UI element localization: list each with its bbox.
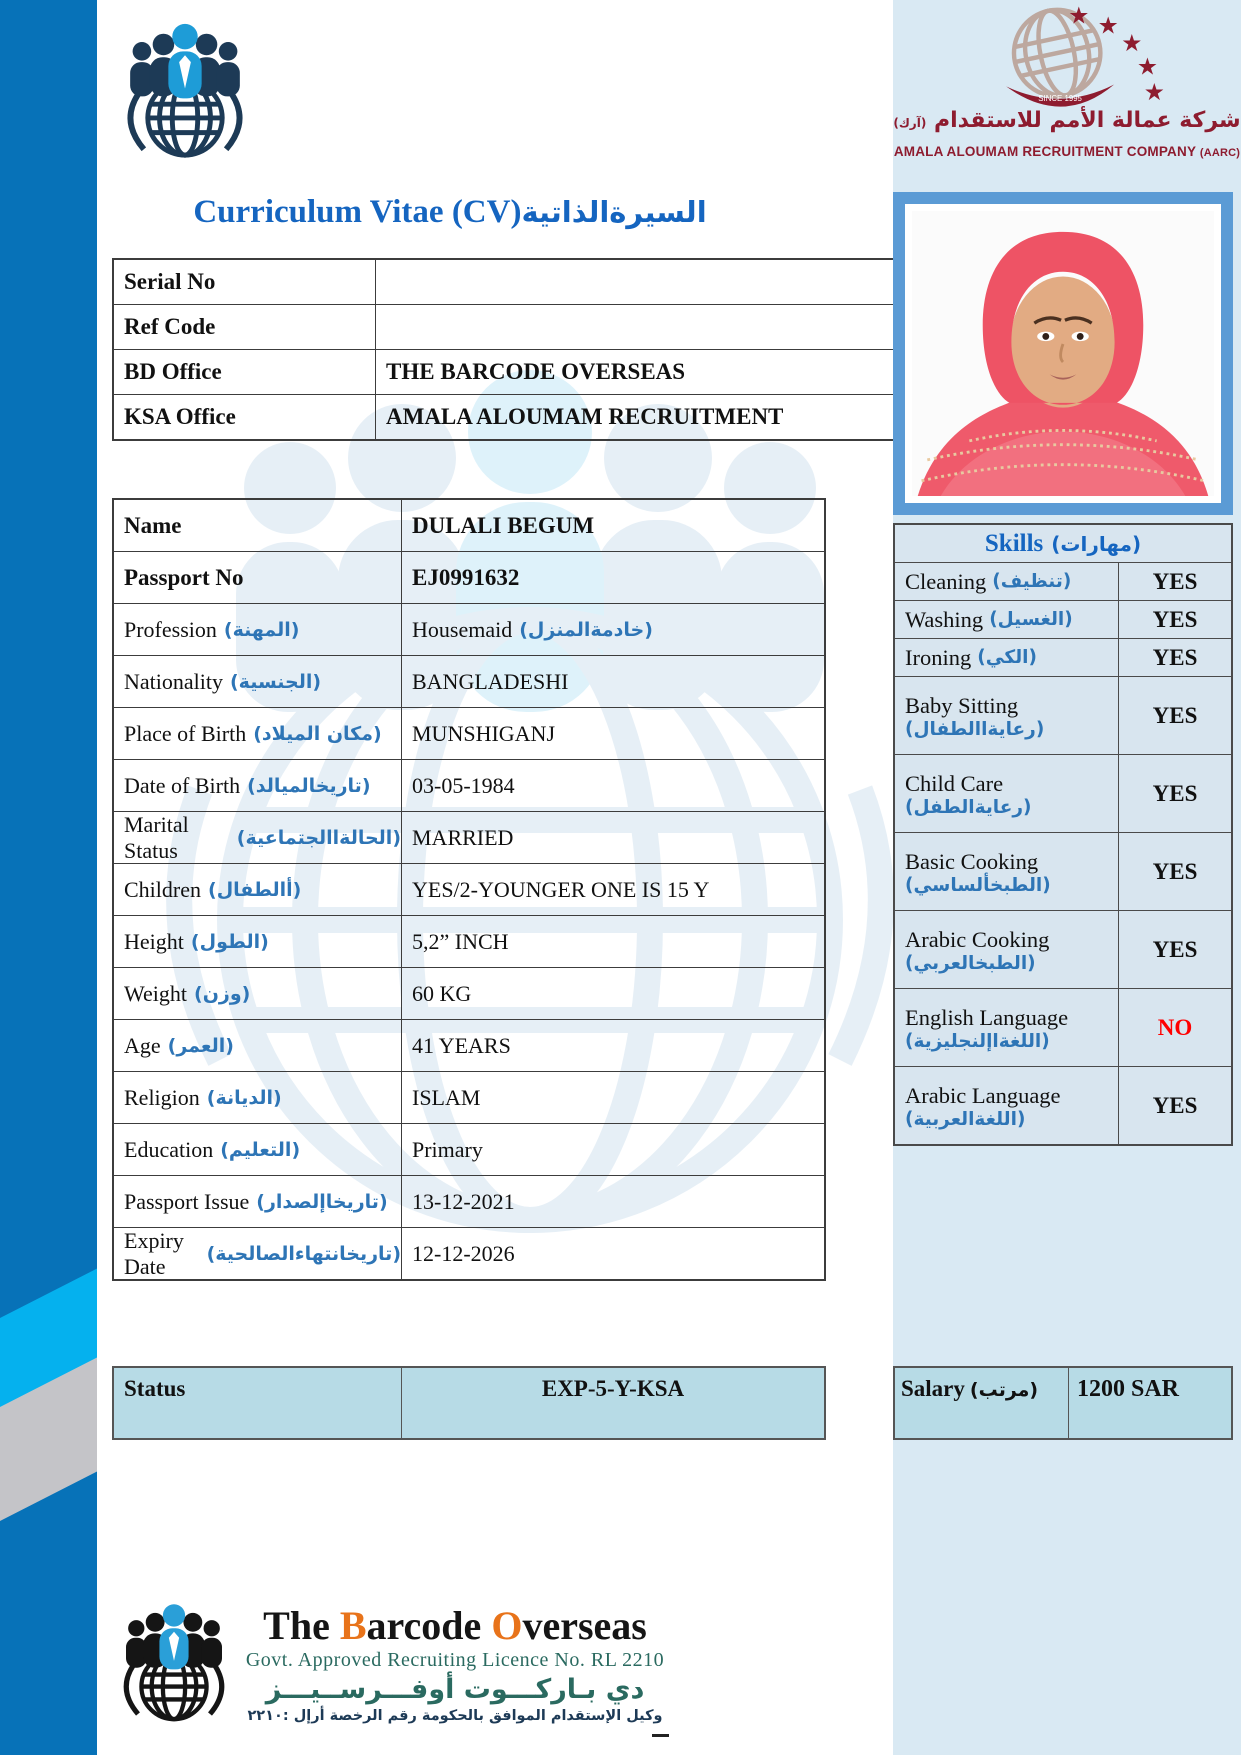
skill-en: Arabic Cooking bbox=[905, 927, 1050, 952]
row-value bbox=[402, 968, 824, 1019]
row-value bbox=[402, 604, 824, 655]
skill-value: NO bbox=[1157, 1014, 1193, 1040]
brand-part: arcode bbox=[366, 1603, 492, 1648]
row-label bbox=[114, 812, 402, 863]
row-label bbox=[114, 1176, 402, 1227]
aarc-globe-logo-icon bbox=[959, 2, 1175, 110]
value-en: MARRIED bbox=[412, 824, 514, 850]
company-name-english bbox=[893, 144, 1241, 159]
value-ar: (خادمةالمنزل) bbox=[519, 618, 653, 641]
row-value bbox=[402, 1020, 824, 1071]
skill-value: YES bbox=[1152, 606, 1198, 632]
label-en: Education bbox=[124, 1136, 214, 1162]
brand-part: O bbox=[491, 1603, 523, 1648]
row-label bbox=[114, 1072, 402, 1123]
skill-en: Basic Cooking bbox=[905, 849, 1039, 874]
value-en: MUNSHIGANJ bbox=[412, 720, 556, 746]
row-label bbox=[114, 864, 402, 915]
star-icon: ★ bbox=[1136, 52, 1159, 81]
row-label bbox=[114, 760, 402, 811]
row-value bbox=[402, 708, 824, 759]
table-row bbox=[114, 1071, 824, 1123]
skill-row bbox=[895, 638, 1231, 676]
skill-row bbox=[895, 562, 1231, 600]
skill-en: Baby Sitting bbox=[905, 693, 1019, 718]
row-label bbox=[114, 968, 402, 1019]
skill-name bbox=[895, 833, 1119, 910]
star-icon: ★ bbox=[1068, 2, 1090, 30]
salary-label-en: Salary bbox=[901, 1376, 965, 1401]
table-row bbox=[114, 811, 824, 863]
value-en: EJ0991632 bbox=[412, 564, 520, 590]
skill-name bbox=[895, 601, 1119, 638]
row-label: KSA Office bbox=[114, 395, 376, 439]
table-row bbox=[114, 394, 900, 439]
row-label: Ref Code bbox=[114, 305, 376, 349]
skill-row bbox=[895, 754, 1231, 832]
label-en: Profession bbox=[124, 616, 217, 642]
table-row bbox=[114, 603, 824, 655]
value-en: 13-12-2021 bbox=[412, 1188, 515, 1214]
skill-en: Washing bbox=[905, 606, 984, 632]
row-value bbox=[402, 500, 824, 551]
star-icon: ★ bbox=[1121, 29, 1143, 58]
label-ar: (التعليم) bbox=[220, 1138, 301, 1161]
row-label bbox=[114, 916, 402, 967]
page-mark bbox=[652, 1734, 669, 1737]
value-en: 12-12-2026 bbox=[412, 1240, 515, 1266]
skill-name bbox=[895, 989, 1119, 1066]
skill-name bbox=[895, 1067, 1119, 1144]
row-label bbox=[114, 656, 402, 707]
skill-ar: (الطبخألساسي) bbox=[905, 875, 1051, 896]
label-ar: (الحالةاالجتماعية) bbox=[236, 826, 401, 849]
salary-table bbox=[893, 1366, 1233, 1440]
skill-ar: (رعايةالطفل) bbox=[905, 797, 1032, 818]
table-row bbox=[114, 551, 824, 603]
skill-ar: (الكي) bbox=[977, 647, 1037, 668]
people-globe-logo-icon bbox=[116, 20, 254, 162]
label-ar: (تاريخاإلصدار) bbox=[256, 1190, 388, 1213]
skill-row bbox=[895, 676, 1231, 754]
label-ar: (وزن) bbox=[194, 982, 251, 1005]
skill-row bbox=[895, 1066, 1231, 1144]
table-row bbox=[114, 500, 824, 551]
bio-data-table bbox=[112, 498, 826, 1281]
company-abbr-ar: (آرك) bbox=[893, 116, 927, 130]
row-label bbox=[114, 552, 402, 603]
row-value bbox=[402, 812, 824, 863]
skill-en: English Language bbox=[905, 1005, 1069, 1030]
label-ar: (تاريخانتهاءالصالحية) bbox=[206, 1242, 401, 1265]
row-value bbox=[402, 1072, 824, 1123]
label-en: Name bbox=[124, 512, 182, 538]
label-ar: (أالطفال) bbox=[208, 878, 302, 901]
label-en: Passport No bbox=[124, 564, 244, 590]
label-ar: (تاريخالميالد) bbox=[247, 774, 371, 797]
company-abbr-en: (AARC) bbox=[1199, 147, 1241, 159]
row-label bbox=[114, 1020, 402, 1071]
value-en: Primary bbox=[412, 1136, 483, 1162]
left-accent-bar bbox=[0, 0, 97, 1755]
row-label bbox=[114, 500, 402, 551]
salary-label bbox=[895, 1368, 1069, 1438]
star-icon: ★ bbox=[1097, 11, 1119, 40]
value-en: DULALI BEGUM bbox=[412, 512, 595, 538]
skill-row bbox=[895, 832, 1231, 910]
page-title-ar: السيرةالذاتية bbox=[521, 195, 707, 229]
brand-part: verseas bbox=[522, 1603, 647, 1648]
brand-part: The bbox=[263, 1603, 340, 1648]
table-row bbox=[114, 260, 900, 304]
skill-ar: (الغسيل) bbox=[989, 609, 1073, 630]
value-en: YES/2-YOUNGER ONE IS 15 Y bbox=[412, 876, 710, 902]
salary-label-ar: (مرتب) bbox=[969, 1379, 1039, 1401]
barcode-overseas-logo-icon bbox=[114, 1598, 234, 1728]
table-row bbox=[114, 915, 824, 967]
label-en: Place of Birth bbox=[124, 720, 247, 746]
table-row bbox=[114, 863, 824, 915]
skill-value: YES bbox=[1152, 1092, 1198, 1118]
value-en: 41 YEARS bbox=[412, 1032, 511, 1058]
row-value bbox=[376, 260, 900, 304]
company-name-ar-text: شركة عمالة الأمم للاستقدام bbox=[934, 108, 1241, 133]
row-value bbox=[402, 1228, 824, 1279]
skill-name bbox=[895, 677, 1119, 754]
label-en: Religion bbox=[124, 1084, 200, 1110]
skill-en: Arabic Language bbox=[905, 1083, 1061, 1108]
company-name-arabic bbox=[893, 108, 1241, 133]
value-en: BANGLADESHI bbox=[412, 668, 569, 694]
label-ar: (العمر) bbox=[167, 1034, 234, 1057]
candidate-photo-frame bbox=[893, 192, 1233, 515]
value-en: 60 KG bbox=[412, 980, 472, 1006]
label-en: Expiry Date bbox=[124, 1227, 184, 1279]
label-ar: (الجنسية) bbox=[229, 670, 322, 693]
skill-row bbox=[895, 910, 1231, 988]
skill-value: YES bbox=[1152, 568, 1198, 594]
candidate-photo bbox=[905, 204, 1221, 503]
status-table bbox=[112, 1366, 826, 1440]
row-value bbox=[402, 916, 824, 967]
skill-ar: (تنظيف) bbox=[992, 571, 1072, 592]
label-ar: (المهنة) bbox=[223, 618, 300, 641]
row-value: THE BARCODE OVERSEAS bbox=[386, 359, 686, 384]
skill-name bbox=[895, 639, 1119, 676]
status-value: EXP-5-Y-KSA bbox=[541, 1376, 685, 1401]
table-row bbox=[114, 655, 824, 707]
row-value bbox=[402, 552, 824, 603]
skill-value: YES bbox=[1152, 780, 1198, 806]
brand-name-arabic: دي بـاركـــوت أوفـــرســيـــز bbox=[265, 1674, 645, 1705]
skill-en: Child Care bbox=[905, 771, 1004, 796]
table-row bbox=[114, 304, 900, 349]
skill-en: Cleaning bbox=[905, 568, 987, 594]
page-title-en: Curriculum Vitae (CV) bbox=[193, 194, 522, 230]
skill-name bbox=[895, 563, 1119, 600]
since-text: SINCE 1995 bbox=[1038, 94, 1082, 104]
row-value bbox=[376, 305, 900, 349]
page-title bbox=[130, 194, 770, 231]
row-value bbox=[402, 864, 824, 915]
footer-brand-block bbox=[232, 1602, 678, 1724]
skill-value: YES bbox=[1152, 936, 1198, 962]
skill-value: YES bbox=[1152, 702, 1198, 728]
skill-row bbox=[895, 988, 1231, 1066]
skills-header-ar: (مهارات) bbox=[1051, 531, 1142, 556]
value-en: ISLAM bbox=[412, 1084, 481, 1110]
label-en: Children bbox=[124, 876, 201, 902]
skills-table bbox=[893, 523, 1233, 1146]
row-label bbox=[114, 1228, 402, 1279]
table-row bbox=[114, 759, 824, 811]
value-en: 03-05-1984 bbox=[412, 772, 515, 798]
star-icon: ★ bbox=[1143, 78, 1165, 107]
label-en: Age bbox=[124, 1032, 161, 1058]
salary-value: 1200 SAR bbox=[1077, 1376, 1180, 1402]
row-value bbox=[402, 1176, 824, 1227]
label-en: Passport Issue bbox=[124, 1188, 250, 1214]
skill-name bbox=[895, 755, 1119, 832]
skill-ar: (اللغةالعربية) bbox=[905, 1109, 1026, 1130]
label-en: Height bbox=[124, 928, 184, 954]
skill-row bbox=[895, 600, 1231, 638]
row-label bbox=[114, 1124, 402, 1175]
label-en: Weight bbox=[124, 980, 187, 1006]
table-row bbox=[114, 967, 824, 1019]
label-ar: (الديانة) bbox=[206, 1086, 282, 1109]
label-ar: (الطول) bbox=[190, 930, 269, 953]
label-ar: (مكان الميلاد) bbox=[253, 722, 382, 745]
value-en: 5,2” INCH bbox=[412, 928, 509, 954]
table-row bbox=[114, 1227, 824, 1279]
row-value bbox=[402, 1124, 824, 1175]
row-value: AMALA ALOUMAM RECRUITMENT bbox=[386, 404, 784, 429]
row-label bbox=[114, 708, 402, 759]
value-en: Housemaid bbox=[412, 616, 513, 642]
row-label: Serial No bbox=[114, 260, 376, 304]
table-row bbox=[114, 1123, 824, 1175]
table-row bbox=[114, 707, 824, 759]
skill-value: YES bbox=[1152, 858, 1198, 884]
skill-name bbox=[895, 911, 1119, 988]
company-name-en-text: AMALA ALOUMAM RECRUITMENT COMPANY bbox=[893, 144, 1196, 159]
row-value bbox=[402, 656, 824, 707]
brand-name bbox=[232, 1602, 678, 1649]
office-info-table bbox=[112, 258, 902, 441]
skill-en: Ironing bbox=[905, 644, 972, 670]
skill-ar: (رعايةاالطفال) bbox=[905, 719, 1045, 740]
skills-header-en: Skills bbox=[984, 529, 1044, 557]
licence-text: Govt. Approved Recruiting Licence No. RL 2210 bbox=[245, 1649, 665, 1671]
skill-ar: (اللغةاإلنجليزية) bbox=[905, 1031, 1050, 1052]
table-row bbox=[114, 349, 900, 394]
label-en: Marital Status bbox=[124, 811, 189, 863]
right-panel bbox=[893, 0, 1241, 1755]
status-label: Status bbox=[114, 1368, 402, 1438]
skills-header bbox=[895, 525, 1231, 562]
row-value bbox=[402, 760, 824, 811]
label-en: Date of Birth bbox=[124, 772, 241, 798]
table-row bbox=[114, 1019, 824, 1071]
row-label bbox=[114, 604, 402, 655]
skill-ar: (الطبخالعربي) bbox=[905, 953, 1036, 974]
agent-text-arabic: وكيل الإستقدام الموافق بالحكومة رقم الرخصة أرإل :٢٢١٠ bbox=[247, 1708, 663, 1724]
row-label: BD Office bbox=[114, 350, 376, 394]
table-row bbox=[114, 1175, 824, 1227]
brand-part: B bbox=[339, 1603, 367, 1648]
skill-value: YES bbox=[1152, 644, 1198, 670]
label-en: Nationality bbox=[124, 668, 223, 694]
